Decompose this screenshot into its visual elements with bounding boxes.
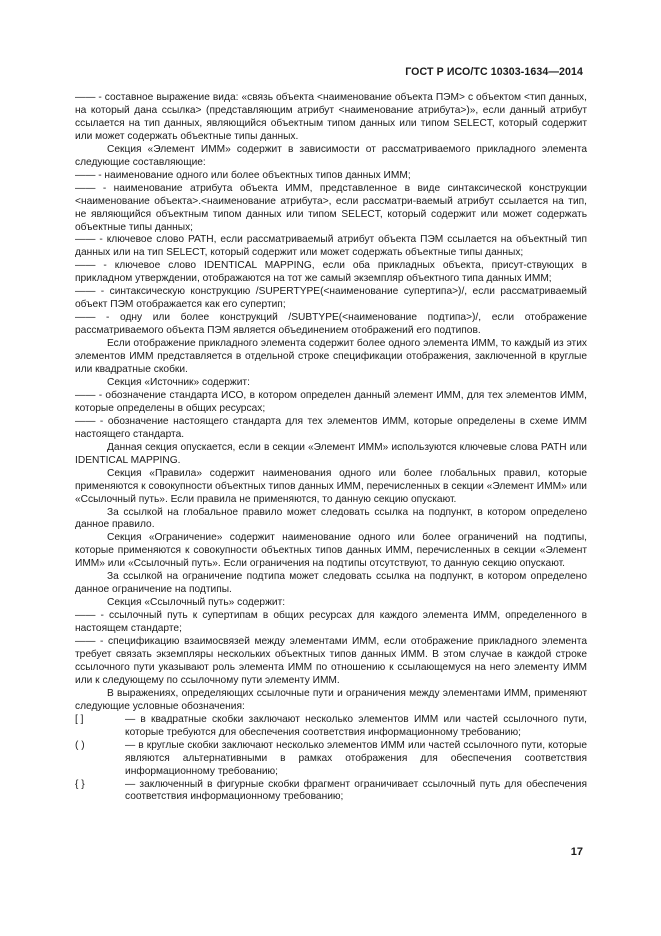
paragraph: В выражениях, определяющих ссылочные пути и ограничения между элементами ИММ, применяют следующие условные обозначения: — [75, 687, 587, 712]
paragraph: —— - составное выражение вида: «связь объекта <наименование объекта ПЭМ> с объектом <тип данных, на который дана ссылка> (представляющим атрибут <наименование атрибута>)», если данный атрибут ссылается на тип данных, являющийся объектным типом данных или типом SELECT, который содержит или может содержать объектные типы данных. — [75, 92, 587, 142]
list-item: —— - наименование атрибута объекта ИММ, представленное в виде синтаксической конструкции <наименование объекта>.<наименование атрибута>, если рассматри-ваемый атрибут ссылается на тип, не являющийся объектным типом данных или типом SELECT, который содержит или может содержать объектные типы данных; — [75, 182, 587, 233]
symbol-key: [ ] — [75, 713, 84, 725]
standard-header: ГОСТ Р ИСО/ТС 10303-1634—2014 — [405, 66, 583, 78]
list-item: —— - ссылочный путь к супертипам в общих ресурсах для каждого элемента ИММ, определенного в настоящем стандарте; — [75, 610, 587, 635]
paragraph: Данная секция опускается, если в секции «Элемент ИММ» используются ключевые слова PATH или IDENTICAL MAPPING. — [75, 441, 587, 466]
list-item: —— - ключевое слово IDENTICAL MAPPING, если оба прикладных объекта, присут-ствующих в прикладном утверждении, отображаются на тот же самый экземпляр объектного типа данных ИММ; — [75, 260, 587, 285]
paragraph: За ссылкой на глобальное правило может следовать ссылка на подпункт, в котором определено данное правило. — [75, 506, 587, 531]
symbol-definition — [75, 779, 587, 805]
paragraph: Секция «Ограничение» содержит наименование одного или более ограничений на подтипы, которые применяются к совокупности объектных типов данных ИММ, перечисленных в секции «Элемент ИММ» или «Ссылочный путь». Если ограничения на подтипы отсутствуют, то данную секцию опускают. — [75, 532, 587, 570]
list-item: —— - спецификацию взаимосвязей между элементами ИММ, если отображение прикладного элемента требует связать экземпляры нескольких объектных типов данных ИММ. В этом случае в каждой строке ссылочного пути указывают роль элемента ИММ по отношению к ссылающемуся на него элементу ИММ или к следующему по ссылочному пути элементу ИММ. — [75, 636, 587, 686]
symbol-text: — в квадратные скобки заключают несколько элементов ИММ или частей ссылочного пути, которые требуются для обеспечения соответствия информационному требованию; — [125, 713, 587, 738]
paragraph: Секция «Ссылочный путь» содержит: — [107, 597, 286, 609]
list-item: —— - обозначение настоящего стандарта для тех элементов ИММ, которые определены в схеме ИММ настоящего стандарта. — [75, 415, 587, 440]
page-number: 17 — [570, 846, 583, 858]
symbol-definition — [75, 740, 587, 779]
symbol-key: ( ) — [75, 739, 85, 751]
paragraph: За ссылкой на ограничение подтипа может следовать ссылка на подпункт, в котором определено данное ограничение на подтипы. — [75, 571, 587, 596]
symbol-key: { } — [75, 778, 85, 790]
list-item: —— - ключевое слово PATH, если рассматриваемый атрибут объекта ПЭМ ссылается на объектный тип данных или на тип SELECT, который содержит или может содержать объектные типы данных; — [75, 234, 587, 259]
list-item: —— - одну или более конструкций /SUBTYPE(<наименование подтипа>)/, если отображение рассматриваемого объекта ПЭМ является объединением отображений его подтипов. — [75, 312, 587, 337]
document-body — [75, 92, 587, 804]
list-item: —— - наименование одного или более объектных типов данных ИММ; — [75, 169, 411, 181]
paragraph: Секция «Источник» содержит: — [107, 376, 250, 388]
paragraph: Если отображение прикладного элемента содержит более одного элемента ИММ, то каждый из этих элементов ИММ представляется в отдельной строке спецификации отображения, заключенной в круглые или квадратные скобки. — [75, 338, 587, 376]
symbol-text: — заключенный в фигурные скобки фрагмент ограничивает ссылочный путь для обеспечения соответствия информационному требованию; — [125, 778, 587, 803]
symbol-definition — [75, 714, 587, 740]
paragraph: Секция «Правила» содержит наименования одного или более глобальных правил, которые применяются к совокупности объектных типов данных ИММ, перечисленных в секции «Элемент ИММ» или «Ссылочный путь». Если правила не применяются, то данную секцию опускают. — [75, 467, 587, 505]
symbol-text: — в круглые скобки заключают несколько элементов ИММ или частей ссылочного пути, которые являются альтернативными в рамках отображения для обеспечения соответствия информационному требованию; — [125, 739, 587, 777]
list-item: —— - синтаксическую конструкцию /SUPERTYPE(<наименование супертипа>)/, если рассматриваемый объект ПЭМ отображается как его супертип; — [75, 286, 587, 311]
paragraph: Секция «Элемент ИММ» содержит в зависимости от рассматриваемого прикладного элемента следующие составляющие: — [75, 143, 587, 168]
list-item: —— - обозначение стандарта ИСО, в котором определен данный элемент ИММ, для тех элементов ИММ, которые определены в общих ресурсах; — [75, 389, 587, 414]
